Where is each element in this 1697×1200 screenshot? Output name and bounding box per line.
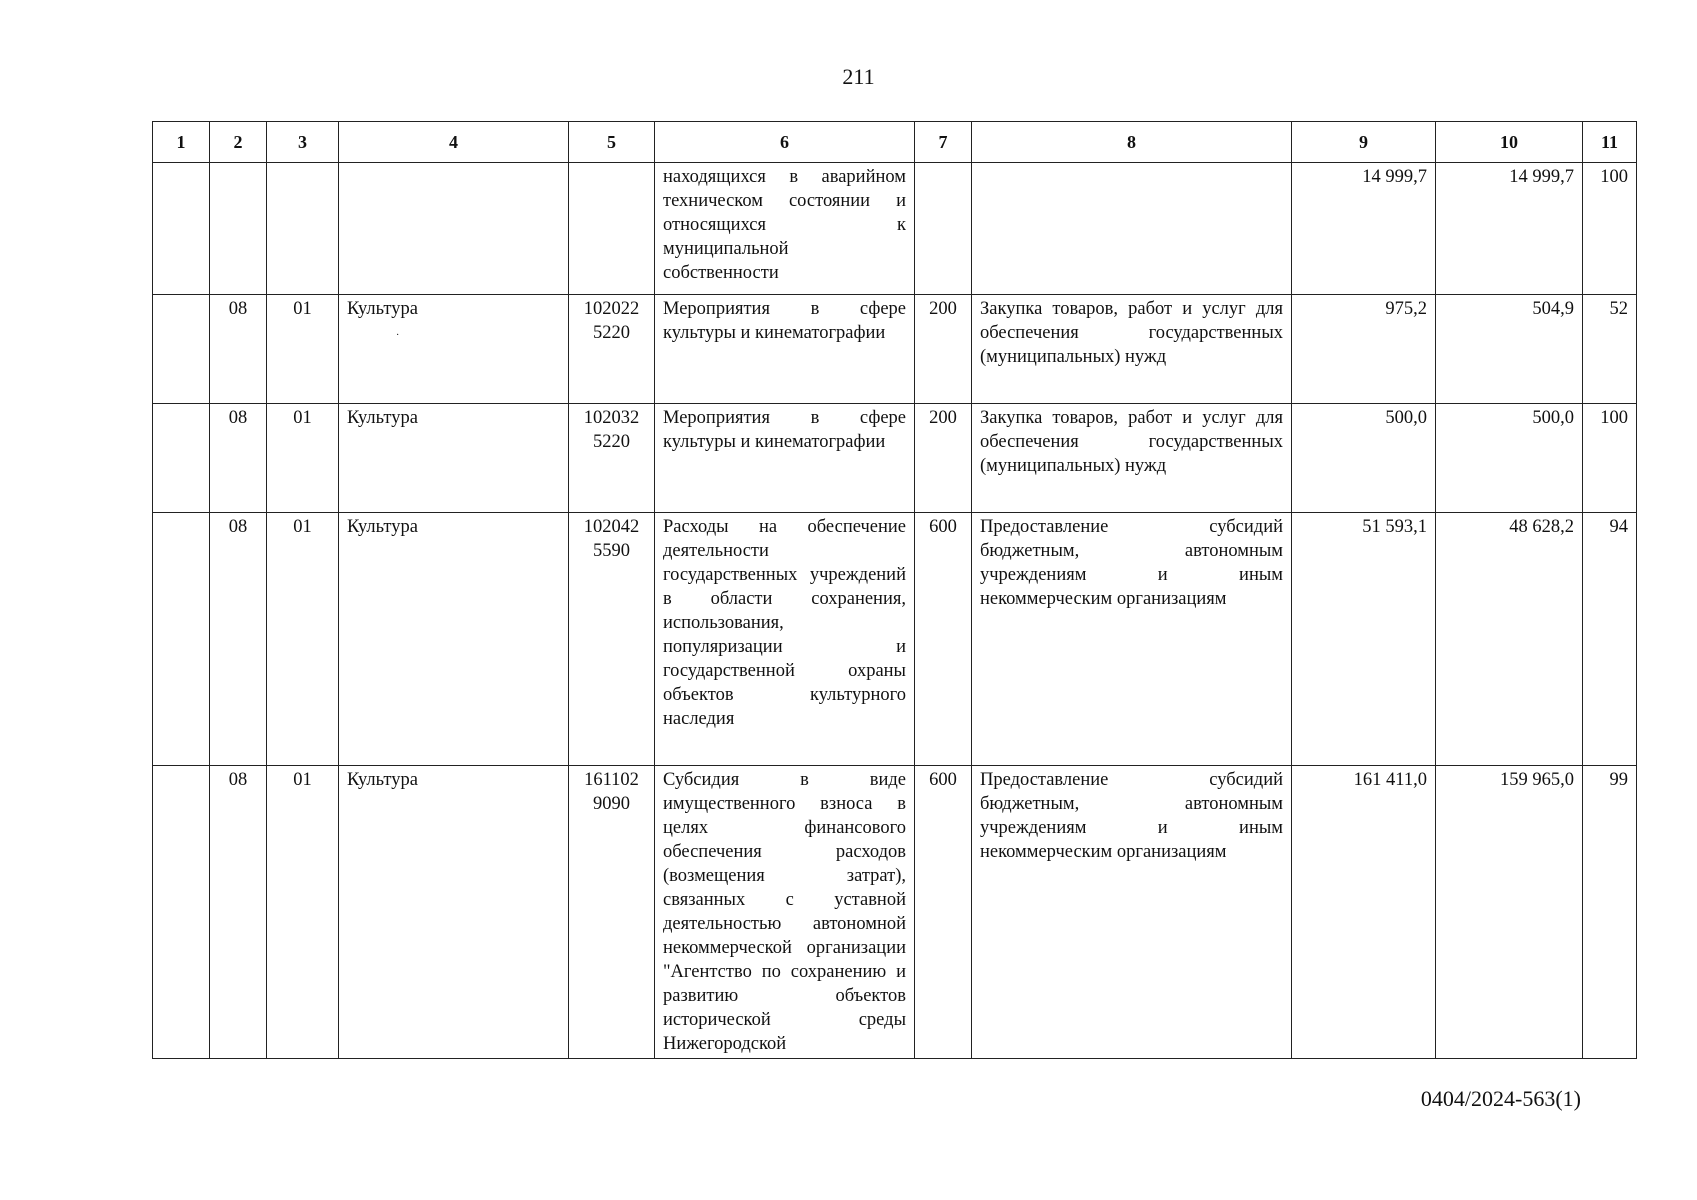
table-row bbox=[153, 163, 1637, 295]
cell-section-name: Культура bbox=[339, 766, 569, 1059]
cell-target-name: Мероприятия в сфере культуры и кинематографии bbox=[655, 404, 915, 513]
cell-percent: 52 bbox=[1583, 295, 1637, 404]
cell-executed: 500,0 bbox=[1436, 404, 1583, 513]
cell-section-name: Культура bbox=[339, 404, 569, 513]
cell-subsection: 01 bbox=[267, 513, 339, 766]
cell-target-name: Субсидия в виде имущественного взноса в целях финансового обеспечения расходов (возмещения затрат), связанных с уставной деятельностью автономной некоммерческой организации "Агентство по сохранению и развитию объектов исторической среды Нижегородской bbox=[655, 766, 915, 1059]
cell-target-name: находящихся в аварийном техническом состоянии и относящихся к муниципальной собственности bbox=[655, 163, 915, 295]
cell-planned: 51 593,1 bbox=[1292, 513, 1436, 766]
cell-target-name: Расходы на обеспечение деятельности государственных учреждений в области сохранения, использования, популяризации и государственной охраны объектов культурного наследия bbox=[655, 513, 915, 766]
cell-executed: 14 999,7 bbox=[1436, 163, 1583, 295]
cell-percent: 99 bbox=[1583, 766, 1637, 1059]
table-row bbox=[153, 766, 1637, 1059]
cell-col-1 bbox=[153, 766, 210, 1059]
cell-section: 08 bbox=[210, 513, 267, 766]
cell-expense-type-name: Предоставление субсидий бюджетным, автономным учреждениям и иным некоммерческим организациям bbox=[972, 766, 1292, 1059]
page-number: 211 bbox=[842, 64, 875, 89]
cell-section: 08 bbox=[210, 766, 267, 1059]
cell-executed: 504,9 bbox=[1436, 295, 1583, 404]
cell-expense-type-name: Закупка товаров, работ и услуг для обеспечения государственных (муниципальных) нужд bbox=[972, 404, 1292, 513]
header-cell-1: 1 bbox=[153, 122, 210, 163]
header-cell-5: 5 bbox=[569, 122, 655, 163]
table-row bbox=[153, 295, 1637, 404]
cell-expense-type-name bbox=[972, 163, 1292, 295]
cell-col-1 bbox=[153, 513, 210, 766]
document-code: 0404/2024-563(1) bbox=[1420, 1086, 1581, 1111]
cell-executed: 159 965,0 bbox=[1436, 766, 1583, 1059]
cell-percent: 94 bbox=[1583, 513, 1637, 766]
cell-subsection bbox=[267, 163, 339, 295]
cell-expense-type: 200 bbox=[915, 404, 972, 513]
cell-target-code bbox=[569, 404, 655, 513]
cell-expense-type bbox=[915, 163, 972, 295]
cell-section-name bbox=[339, 163, 569, 295]
cell-expense-type: 600 bbox=[915, 513, 972, 766]
table-row bbox=[153, 513, 1637, 766]
cell-section-name: Культура bbox=[339, 295, 569, 404]
cell-subsection: 01 bbox=[267, 404, 339, 513]
target-code-part-2: 9090 bbox=[593, 794, 630, 814]
cell-percent: 100 bbox=[1583, 163, 1637, 295]
target-code-part-1: 161102 bbox=[584, 770, 639, 790]
header-cell-10: 10 bbox=[1436, 122, 1583, 163]
header-cell-11: 11 bbox=[1583, 122, 1637, 163]
cell-target-code bbox=[569, 295, 655, 404]
cell-subsection: 01 bbox=[267, 766, 339, 1059]
cell-expense-type: 200 bbox=[915, 295, 972, 404]
cell-planned: 975,2 bbox=[1292, 295, 1436, 404]
table-row bbox=[153, 404, 1637, 513]
cell-planned: 161 411,0 bbox=[1292, 766, 1436, 1059]
header-cell-3: 3 bbox=[267, 122, 339, 163]
cell-col-1 bbox=[153, 404, 210, 513]
target-code-part-2: 5220 bbox=[593, 432, 630, 452]
cell-target-name: Мероприятия в сфере культуры и кинематографии bbox=[655, 295, 915, 404]
cell-executed: 48 628,2 bbox=[1436, 513, 1583, 766]
target-code-part-2: 5590 bbox=[593, 541, 630, 561]
cell-planned: 500,0 bbox=[1292, 404, 1436, 513]
header-cell-2: 2 bbox=[210, 122, 267, 163]
header-cell-4: 4 bbox=[339, 122, 569, 163]
cell-subsection: 01 bbox=[267, 295, 339, 404]
header-cell-8: 8 bbox=[972, 122, 1292, 163]
cell-section-name: Культура bbox=[339, 513, 569, 766]
scan-artifact-dot: · bbox=[396, 330, 400, 341]
cell-target-code bbox=[569, 513, 655, 766]
cell-section: 08 bbox=[210, 295, 267, 404]
cell-expense-type-name: Предоставление субсидий бюджетным, автономным учреждениям и иным некоммерческим организациям bbox=[972, 513, 1292, 766]
cell-target-code bbox=[569, 163, 655, 295]
cell-col-1 bbox=[153, 163, 210, 295]
budget-table bbox=[152, 121, 1637, 1059]
target-code-part-2: 5220 bbox=[593, 323, 630, 343]
header-cell-7: 7 bbox=[915, 122, 972, 163]
cell-section bbox=[210, 163, 267, 295]
target-code-part-1: 102042 bbox=[583, 517, 640, 537]
cell-expense-type-name: Закупка товаров, работ и услуг для обеспечения государственных (муниципальных) нужд bbox=[972, 295, 1292, 404]
cell-planned: 14 999,7 bbox=[1292, 163, 1436, 295]
target-code-part-1: 102032 bbox=[583, 408, 640, 428]
header-row bbox=[153, 122, 1637, 163]
cell-target-code bbox=[569, 766, 655, 1059]
cell-col-1 bbox=[153, 295, 210, 404]
cell-expense-type: 600 bbox=[915, 766, 972, 1059]
header-cell-9: 9 bbox=[1292, 122, 1436, 163]
cell-percent: 100 bbox=[1583, 404, 1637, 513]
target-code-part-1: 102022 bbox=[583, 299, 640, 319]
cell-section: 08 bbox=[210, 404, 267, 513]
header-cell-6: 6 bbox=[655, 122, 915, 163]
